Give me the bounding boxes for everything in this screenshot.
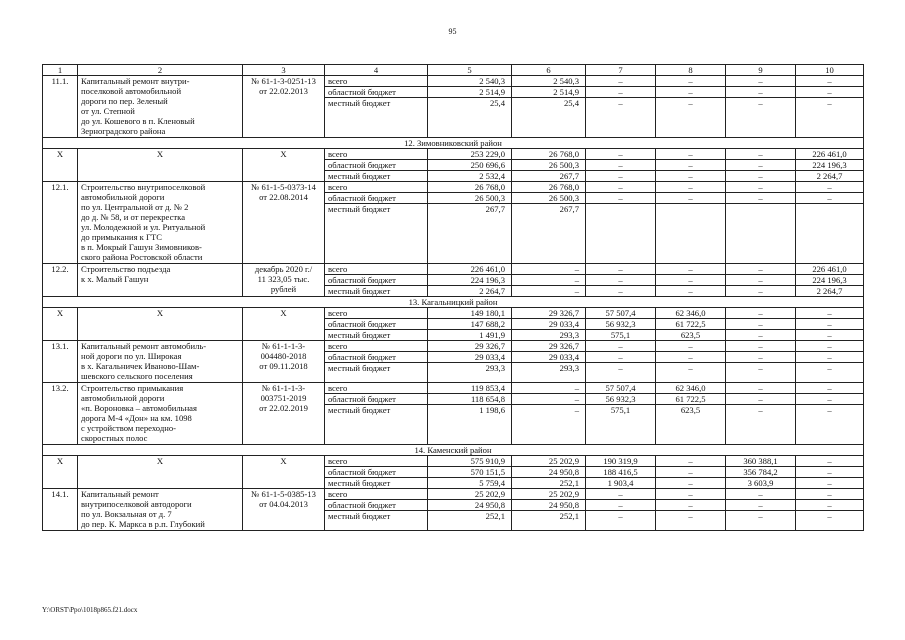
amount-cell: –: [796, 383, 864, 394]
item-number: Х: [43, 308, 78, 341]
header-row: [43, 65, 864, 76]
amount-cell: 26 768,0: [512, 182, 586, 193]
amount-cell: –: [796, 405, 864, 445]
amount-cell: –: [586, 341, 656, 352]
funding-source: всего: [325, 308, 428, 319]
item-number: 12.2.: [43, 264, 78, 297]
amount-cell: –: [726, 308, 796, 319]
amount-cell: 24 950,8: [512, 500, 586, 511]
section-title: 13. Кагальницкий район: [43, 297, 864, 308]
funding-source: местный бюджет: [325, 98, 428, 138]
amount-cell: 25 202,9: [512, 456, 586, 467]
amount-cell: –: [796, 489, 864, 500]
amount-cell: 57 507,4: [586, 308, 656, 319]
amount-cell: 224 196,3: [428, 275, 512, 286]
amount-cell: 26 500,3: [428, 193, 512, 204]
amount-cell: –: [796, 319, 864, 330]
item-document: Х: [243, 308, 325, 341]
amount-cell: 119 853,4: [428, 383, 512, 394]
item-name: Капитальный ремонт внутри- поселковой автомобильной дороги по пер. Зеленый от ул. Степной до ул. Кошевого в п. Кленовый Зерноградского района: [78, 76, 243, 138]
amount-cell: –: [796, 308, 864, 319]
funding-source: всего: [325, 456, 428, 467]
amount-cell: 56 932,3: [586, 394, 656, 405]
amount-cell: –: [726, 149, 796, 160]
amount-cell: –: [656, 193, 726, 204]
amount-cell: 2 540,3: [428, 76, 512, 87]
amount-cell: –: [796, 98, 864, 138]
header-cell: 8: [656, 65, 726, 76]
amount-cell: –: [656, 275, 726, 286]
amount-cell: 61 722,5: [656, 394, 726, 405]
funding-source: областной бюджет: [325, 467, 428, 478]
amount-cell: [586, 204, 656, 264]
amount-cell: 147 688,2: [428, 319, 512, 330]
amount-cell: 252,1: [512, 478, 586, 489]
amount-cell: –: [656, 511, 726, 531]
amount-cell: –: [586, 352, 656, 363]
amount-cell: –: [726, 352, 796, 363]
amount-cell: 623,5: [656, 405, 726, 445]
budget-row: [43, 182, 864, 193]
amount-cell: –: [512, 383, 586, 394]
item-name: Х: [78, 308, 243, 341]
amount-cell: –: [586, 511, 656, 531]
amount-cell: –: [586, 264, 656, 275]
item-name: Х: [78, 149, 243, 182]
amount-cell: 26 768,0: [428, 182, 512, 193]
funding-source: всего: [325, 149, 428, 160]
amount-cell: 226 461,0: [796, 264, 864, 275]
amount-cell: 2 540,3: [512, 76, 586, 87]
amount-cell: –: [796, 500, 864, 511]
amount-cell: 149 180,1: [428, 308, 512, 319]
amount-cell: –: [656, 286, 726, 297]
funding-source: местный бюджет: [325, 363, 428, 383]
amount-cell: 188 416,5: [586, 467, 656, 478]
amount-cell: –: [656, 456, 726, 467]
amount-cell: –: [726, 275, 796, 286]
amount-cell: –: [796, 363, 864, 383]
budget-row: [43, 264, 864, 275]
amount-cell: 570 151,5: [428, 467, 512, 478]
item-document: № 61-1-3-0251-13 от 22.02.2013: [243, 76, 325, 138]
amount-cell: –: [796, 467, 864, 478]
amount-cell: 360 388,1: [726, 456, 796, 467]
amount-cell: –: [726, 193, 796, 204]
amount-cell: 224 196,3: [796, 275, 864, 286]
amount-cell: –: [512, 405, 586, 445]
amount-cell: –: [796, 87, 864, 98]
amount-cell: –: [656, 171, 726, 182]
amount-cell: –: [726, 489, 796, 500]
funding-source: всего: [325, 76, 428, 87]
section-title: 14. Каменский район: [43, 445, 864, 456]
amount-cell: –: [726, 182, 796, 193]
item-name: Строительство примыкания автомобильной дороги «п. Вороновка – автомобильная дорога М-4 «Дон» на км. 1098 с устройством переходно- скоростных полос: [78, 383, 243, 445]
amount-cell: –: [656, 87, 726, 98]
amount-cell: –: [726, 394, 796, 405]
amount-cell: 118 654,8: [428, 394, 512, 405]
amount-cell: 5 759,4: [428, 478, 512, 489]
item-name: Капитальный ремонт внутрипоселковой автодороги по ул. Вокзальная от д. 7 до пер. К. Маркса в р.п. Глубокий: [78, 489, 243, 531]
amount-cell: –: [586, 87, 656, 98]
budget-row: [43, 149, 864, 160]
amount-cell: 29 033,4: [512, 319, 586, 330]
amount-cell: 25 202,9: [428, 489, 512, 500]
amount-cell: 250 696,6: [428, 160, 512, 171]
funding-source: местный бюджет: [325, 405, 428, 445]
amount-cell: 26 768,0: [512, 149, 586, 160]
amount-cell: 226 461,0: [428, 264, 512, 275]
amount-cell: –: [796, 182, 864, 193]
amount-cell: 29 033,4: [428, 352, 512, 363]
amount-cell: –: [586, 98, 656, 138]
item-document: № 61-1-5-0385-13 от 04.04.2013: [243, 489, 325, 531]
item-document: Х: [243, 456, 325, 489]
amount-cell: 56 932,3: [586, 319, 656, 330]
item-number: 12.1.: [43, 182, 78, 264]
amount-cell: 267,7: [512, 204, 586, 264]
amount-cell: 575,1: [586, 405, 656, 445]
amount-cell: 26 500,3: [512, 160, 586, 171]
item-number: Х: [43, 149, 78, 182]
item-number: Х: [43, 456, 78, 489]
amount-cell: –: [726, 319, 796, 330]
amount-cell: 1 903,4: [586, 478, 656, 489]
header-cell: 4: [325, 65, 428, 76]
funding-source: областной бюджет: [325, 352, 428, 363]
amount-cell: [796, 204, 864, 264]
item-document: Х: [243, 149, 325, 182]
budget-row: [43, 489, 864, 500]
amount-cell: –: [656, 98, 726, 138]
header-cell: 3: [243, 65, 325, 76]
amount-cell: –: [586, 286, 656, 297]
amount-cell: –: [796, 193, 864, 204]
amount-cell: 224 196,3: [796, 160, 864, 171]
amount-cell: 226 461,0: [796, 149, 864, 160]
amount-cell: –: [586, 182, 656, 193]
amount-cell: 356 784,2: [726, 467, 796, 478]
amount-cell: –: [726, 76, 796, 87]
item-document: № 61-1-5-0373-14 от 22.08.2014: [243, 182, 325, 264]
amount-cell: 293,3: [428, 363, 512, 383]
amount-cell: –: [796, 394, 864, 405]
item-document: декабрь 2020 г./ 11 323,05 тыс. рублей: [243, 264, 325, 297]
section-header-row: [43, 297, 864, 308]
amount-cell: [656, 204, 726, 264]
amount-cell: 1 491,9: [428, 330, 512, 341]
page-number: 95: [448, 27, 457, 36]
header-cell: 7: [586, 65, 656, 76]
amount-cell: 29 326,7: [428, 341, 512, 352]
amount-cell: 61 722,5: [656, 319, 726, 330]
amount-cell: –: [726, 264, 796, 275]
amount-cell: –: [656, 489, 726, 500]
amount-cell: 2 264,7: [796, 171, 864, 182]
amount-cell: –: [726, 171, 796, 182]
amount-cell: 293,3: [512, 330, 586, 341]
amount-cell: –: [726, 363, 796, 383]
funding-source: областной бюджет: [325, 319, 428, 330]
funding-source: всего: [325, 489, 428, 500]
amount-cell: 3 603,9: [726, 478, 796, 489]
amount-cell: –: [656, 160, 726, 171]
amount-cell: –: [796, 511, 864, 531]
amount-cell: 62 346,0: [656, 383, 726, 394]
amount-cell: 24 950,8: [512, 467, 586, 478]
amount-cell: –: [656, 149, 726, 160]
amount-cell: –: [796, 456, 864, 467]
item-number: 13.2.: [43, 383, 78, 445]
amount-cell: 2 264,7: [796, 286, 864, 297]
header-cell: 9: [726, 65, 796, 76]
amount-cell: –: [656, 363, 726, 383]
amount-cell: –: [726, 500, 796, 511]
amount-cell: –: [656, 341, 726, 352]
funding-source: всего: [325, 182, 428, 193]
amount-cell: 25,4: [428, 98, 512, 138]
amount-cell: –: [586, 363, 656, 383]
funding-source: областной бюджет: [325, 160, 428, 171]
amount-cell: –: [726, 98, 796, 138]
item-number: 14.1.: [43, 489, 78, 531]
header-cell: 1: [43, 65, 78, 76]
amount-cell: 2 514,9: [512, 87, 586, 98]
funding-source: местный бюджет: [325, 171, 428, 182]
funding-source: местный бюджет: [325, 286, 428, 297]
amount-cell: –: [512, 394, 586, 405]
amount-cell: –: [796, 76, 864, 87]
amount-cell: –: [726, 87, 796, 98]
amount-cell: 29 326,7: [512, 308, 586, 319]
funding-source: областной бюджет: [325, 500, 428, 511]
amount-cell: –: [586, 275, 656, 286]
amount-cell: –: [726, 160, 796, 171]
amount-cell: –: [656, 500, 726, 511]
header-cell: 5: [428, 65, 512, 76]
amount-cell: –: [656, 182, 726, 193]
amount-cell: –: [586, 160, 656, 171]
amount-cell: –: [726, 341, 796, 352]
amount-cell: –: [586, 500, 656, 511]
funding-source: всего: [325, 383, 428, 394]
item-number: 11.1.: [43, 76, 78, 138]
amount-cell: 25,4: [512, 98, 586, 138]
amount-cell: –: [656, 478, 726, 489]
amount-cell: –: [586, 171, 656, 182]
funding-source: местный бюджет: [325, 204, 428, 264]
section-header-row: [43, 138, 864, 149]
amount-cell: –: [586, 149, 656, 160]
amount-cell: 2 514,9: [428, 87, 512, 98]
amount-cell: –: [512, 264, 586, 275]
funding-source: областной бюджет: [325, 275, 428, 286]
amount-cell: –: [586, 489, 656, 500]
amount-cell: 623,5: [656, 330, 726, 341]
item-number: 13.1.: [43, 341, 78, 383]
budget-table-wrapper: [42, 64, 863, 531]
header-cell: 10: [796, 65, 864, 76]
budget-row: [43, 308, 864, 319]
funding-source: местный бюджет: [325, 330, 428, 341]
budget-row: [43, 341, 864, 352]
amount-cell: 1 198,6: [428, 405, 512, 445]
amount-cell: 267,7: [512, 171, 586, 182]
amount-cell: –: [512, 286, 586, 297]
item-name: Капитальный ремонт автомобиль- ной дороги по ул. Широкая в х. Кагальничек Иваново-Шам- шевского сельского поселения: [78, 341, 243, 383]
amount-cell: [726, 204, 796, 264]
amount-cell: 2 532,4: [428, 171, 512, 182]
amount-cell: 252,1: [428, 511, 512, 531]
amount-cell: 575,1: [586, 330, 656, 341]
item-name: Строительство внутрипоселковой автомобильной дороги по ул. Центральной от д. № 2 до д. № 58, и от перекрестка ул. Молодежной и ул. Ритуальной до примыкания к ГТС в п. Мокрый Гашун Зимовников- ского района Ростовской области: [78, 182, 243, 264]
funding-source: всего: [325, 264, 428, 275]
amount-cell: –: [586, 193, 656, 204]
amount-cell: 29 326,7: [512, 341, 586, 352]
funding-source: всего: [325, 341, 428, 352]
item-name: Х: [78, 456, 243, 489]
amount-cell: –: [512, 275, 586, 286]
budget-row: [43, 383, 864, 394]
amount-cell: 62 346,0: [656, 308, 726, 319]
amount-cell: 2 264,7: [428, 286, 512, 297]
amount-cell: 293,3: [512, 363, 586, 383]
amount-cell: –: [726, 405, 796, 445]
amount-cell: 267,7: [428, 204, 512, 264]
amount-cell: 26 500,3: [512, 193, 586, 204]
funding-source: местный бюджет: [325, 511, 428, 531]
amount-cell: 29 033,4: [512, 352, 586, 363]
amount-cell: 24 950,8: [428, 500, 512, 511]
amount-cell: –: [656, 264, 726, 275]
budget-row: [43, 76, 864, 87]
budget-table: [42, 64, 864, 531]
budget-row: [43, 456, 864, 467]
footer-file-path: Y:\ORST\Ppo\1018p865.f21.docx: [42, 606, 138, 614]
funding-source: областной бюджет: [325, 394, 428, 405]
amount-cell: –: [796, 341, 864, 352]
item-document: № 61-1-1-3- 003751-2019 от 22.02.2019: [243, 383, 325, 445]
header-cell: 2: [78, 65, 243, 76]
item-name: Строительство подъезда к х. Малый Гашун: [78, 264, 243, 297]
amount-cell: –: [586, 76, 656, 87]
amount-cell: –: [796, 478, 864, 489]
amount-cell: –: [656, 467, 726, 478]
funding-source: областной бюджет: [325, 87, 428, 98]
amount-cell: 575 910,9: [428, 456, 512, 467]
amount-cell: –: [726, 383, 796, 394]
amount-cell: 25 202,9: [512, 489, 586, 500]
funding-source: областной бюджет: [325, 193, 428, 204]
section-header-row: [43, 445, 864, 456]
amount-cell: –: [796, 330, 864, 341]
amount-cell: –: [656, 352, 726, 363]
amount-cell: 57 507,4: [586, 383, 656, 394]
amount-cell: –: [656, 76, 726, 87]
header-cell: 6: [512, 65, 586, 76]
amount-cell: –: [726, 330, 796, 341]
amount-cell: 190 319,9: [586, 456, 656, 467]
amount-cell: –: [726, 511, 796, 531]
funding-source: местный бюджет: [325, 478, 428, 489]
amount-cell: –: [796, 352, 864, 363]
section-title: 12. Зимовниковский район: [43, 138, 864, 149]
amount-cell: 252,1: [512, 511, 586, 531]
item-document: № 61-1-1-3- 004480-2018 от 09.11.2018: [243, 341, 325, 383]
amount-cell: 253 229,0: [428, 149, 512, 160]
amount-cell: –: [726, 286, 796, 297]
